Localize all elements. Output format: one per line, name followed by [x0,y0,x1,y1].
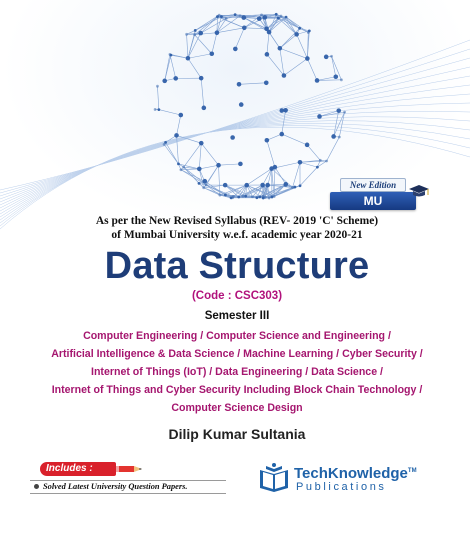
branches-list [0,327,474,417]
network-node [291,186,294,189]
network-node [230,197,233,200]
network-link [217,18,226,32]
network-node [264,27,269,32]
author-name: Dilip Kumar Sultania [168,426,306,442]
network-link [275,167,286,184]
network-node [298,27,301,30]
network-node [338,136,341,139]
network-node [237,196,240,199]
semester-label: Semester III [204,310,270,322]
open-book-icon [258,462,290,494]
network-link [199,169,203,188]
network-node [258,195,261,198]
network-node [263,15,268,20]
network-node [185,33,188,36]
network-node [343,111,346,114]
network-link [293,162,300,187]
branch-line: Artificial Intelligence & Data Science / Machine Learning / Cyber Security / [51,348,423,360]
network-node [186,56,191,61]
network-link [239,83,266,84]
network-node [218,194,221,197]
network-node [177,162,180,165]
network-node [238,162,243,167]
network-node [330,55,333,58]
network-link [280,34,297,48]
includes-heading: Includes : [40,462,116,476]
network-node [241,195,244,198]
network-node [264,80,269,85]
network-node [283,182,288,187]
network-node [333,74,338,79]
network-node [324,55,329,60]
network-node [305,143,310,148]
course-code: (Code : CSC303) [191,290,283,302]
network-node [273,195,276,198]
network-link [247,169,272,186]
network-node [233,47,238,52]
network-node [237,82,242,87]
university-label: MU [330,192,416,210]
network-node [198,31,203,36]
network-node [299,184,302,187]
network-node [216,163,221,168]
network-node [162,79,167,84]
network-link [188,54,212,58]
network-node [220,15,223,18]
syllabus-line-2: of Mumbai University w.e.f. academic year 2020-21 [111,229,363,241]
network-link [184,143,202,167]
branch-line: Computer Science Design [171,402,303,414]
network-link [212,33,217,54]
network-link [219,164,241,165]
network-link [178,164,199,169]
network-node [275,13,278,16]
trademark-mark: TM [407,468,417,474]
bullet-icon [34,484,39,489]
network-node [285,16,288,19]
network-node [215,30,220,35]
network-node [180,168,183,171]
network-link [286,17,308,32]
network-node [179,113,184,118]
network-node [265,52,270,57]
network-node [293,186,296,189]
network-node [257,16,262,21]
network-node [197,167,202,172]
network-node [305,56,310,61]
network-node [225,17,228,20]
network-node [319,159,322,162]
network-node [262,195,265,198]
network-node [260,13,263,16]
network-node [277,17,280,20]
network-link [280,28,300,48]
network-node [164,141,167,144]
network-node [209,51,214,56]
includes-item-text: Solved Latest University Question Papers. [43,482,188,491]
network-node [202,186,205,189]
network-node [194,29,197,32]
network-link [166,142,179,164]
light-ray [0,40,470,190]
syllabus-line-1: As per the New Revised Syllabus (REV- 2019 'C' Scheme) [95,215,379,227]
network-link [267,32,269,54]
network-node [255,196,258,199]
network-node [336,108,341,113]
syllabus-note [0,214,474,242]
network-node [239,102,244,107]
network-link [327,137,340,161]
new-edition-tag: New Edition [340,178,406,192]
includes-item [30,480,226,494]
network-node [242,25,247,30]
network-node [156,85,159,88]
network-link [170,54,176,78]
network-link [199,165,218,169]
network-node [234,13,237,16]
network-node [199,141,204,146]
network-node [173,76,178,81]
network-node [170,54,173,57]
network-node [224,194,227,197]
network-link [171,55,188,58]
network-node [174,133,179,138]
network-node [279,132,284,137]
network-node [182,166,185,169]
network-link [307,59,317,81]
network-node [251,195,254,198]
network-link [300,167,317,186]
network-link [267,134,282,140]
network-link [201,78,204,108]
network-link [235,28,244,49]
network-link [244,28,266,29]
network-node [239,14,242,17]
network-link [217,28,244,33]
includes-box [30,460,220,500]
network-link [195,15,219,30]
graduation-cap-icon [408,184,430,200]
network-node [154,108,157,111]
network-node [269,166,274,171]
book-title: Data Structure [104,245,370,287]
network-link [281,16,300,28]
network-node [230,135,235,140]
publisher-name-text: TechKnowledge [294,465,408,482]
network-link [195,35,212,54]
network-link [181,169,199,170]
network-node [244,195,247,198]
network-link [188,58,201,78]
network-node [265,138,270,143]
network-link [300,162,317,167]
network-node [203,179,208,184]
network-link [199,143,201,169]
network-link [177,115,181,135]
publisher-logo [258,460,417,500]
network-node [216,15,219,18]
network-link [181,170,205,182]
network-node [199,76,204,81]
network-node [331,134,336,139]
network-node [260,183,265,188]
network-link [268,184,286,185]
network-node [325,160,328,163]
branch-line: Internet of Things (IoT) / Data Engineering / Data Science / [91,366,383,378]
network-node [317,114,322,119]
network-node [282,73,287,78]
network-node [198,182,201,185]
network-node [340,78,343,81]
network-link [201,143,218,165]
network-node [307,31,310,34]
network-link [334,112,345,136]
network-node [268,197,271,200]
network-node [294,32,299,37]
network-link [339,112,344,137]
network-link [159,110,181,115]
network-node [315,78,320,83]
network-node [316,166,319,169]
light-ray [0,49,470,193]
network-node [202,106,207,111]
network-link [267,17,286,29]
network-node [265,183,270,188]
network-node [298,160,303,165]
network-link [284,59,307,76]
network-link [164,144,178,164]
network-node [241,15,246,20]
publisher-subtitle: Publications [296,481,387,493]
network-link [332,56,336,76]
network-link [267,140,275,167]
network-node [157,108,160,111]
network-node [223,183,228,188]
network-link [307,145,320,160]
network-link [263,169,272,185]
network-node [244,183,249,188]
network-node [280,15,283,18]
network-node [278,46,283,51]
network-link [282,134,307,145]
network-link [187,34,188,58]
network-node [193,33,196,36]
network-node [279,108,284,113]
branch-line: Internet of Things and Cyber Security Including Block Chain Technology / [51,384,423,396]
new-edition-badge [330,178,434,212]
network-link [157,86,158,109]
network-node [205,184,208,187]
branch-line: Computer Engineering / Computer Science and Engineering / [83,330,391,342]
network-link [165,55,171,81]
pencil-icon [116,464,144,474]
